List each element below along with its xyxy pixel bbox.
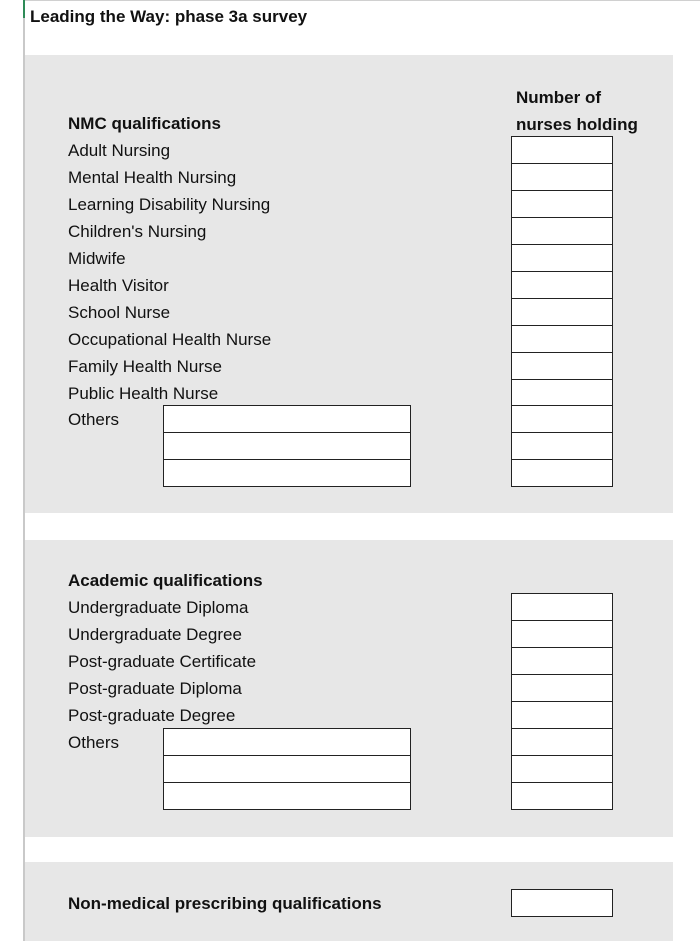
nmc-count-input-mental-health-nursing[interactable] bbox=[511, 163, 613, 191]
academic-count-input-postgraduate-diploma[interactable] bbox=[511, 674, 613, 702]
nmc-item-label: Midwife bbox=[68, 249, 126, 268]
academic-item-label: Post-graduate Degree bbox=[68, 706, 236, 725]
academic-section-heading: Academic qualifications bbox=[68, 571, 263, 590]
nmc-count-input-health-visitor[interactable] bbox=[511, 271, 613, 299]
academic-item-label: Undergraduate Degree bbox=[68, 625, 242, 644]
academic-others-label: Others bbox=[68, 733, 120, 752]
academic-count-input-other-1[interactable] bbox=[511, 728, 613, 756]
prescribing-section-heading: Non-medical prescribing qualifications bbox=[68, 894, 382, 913]
nmc-count-input-childrens-nursing[interactable] bbox=[511, 217, 613, 245]
academic-item-label: Post-graduate Certificate bbox=[68, 652, 257, 671]
academic-count-input-undergraduate-degree[interactable] bbox=[511, 620, 613, 648]
nmc-item-label: Mental Health Nursing bbox=[68, 168, 237, 187]
nmc-item-label: School Nurse bbox=[68, 303, 171, 322]
nmc-other-description-input-2[interactable] bbox=[163, 432, 411, 460]
nmc-item-label: Family Health Nurse bbox=[68, 357, 222, 376]
nmc-count-input-other-2[interactable] bbox=[511, 432, 613, 460]
nmc-count-input-midwife[interactable] bbox=[511, 244, 613, 272]
active-cell-indicator bbox=[23, 0, 25, 18]
nmc-count-input-family-health-nurse[interactable] bbox=[511, 352, 613, 380]
nmc-item-label: Learning Disability Nursing bbox=[68, 195, 271, 214]
academic-count-input-postgraduate-certificate[interactable] bbox=[511, 647, 613, 675]
academic-count-input-other-3[interactable] bbox=[511, 782, 613, 810]
academic-item-label: Undergraduate Diploma bbox=[68, 598, 249, 617]
page-title: Leading the Way: phase 3a survey bbox=[30, 7, 308, 26]
nmc-count-input-other-1[interactable] bbox=[511, 405, 613, 433]
nmc-other-description-input-1[interactable] bbox=[163, 405, 411, 433]
academic-other-description-input-1[interactable] bbox=[163, 728, 411, 756]
column-header-line2: nurses holding bbox=[516, 115, 638, 134]
academic-count-input-undergraduate-diploma[interactable] bbox=[511, 593, 613, 621]
nmc-item-label: Occupational Health Nurse bbox=[68, 330, 272, 349]
nmc-item-label: Children's Nursing bbox=[68, 222, 207, 241]
nmc-count-input-learning-disability-nursing[interactable] bbox=[511, 190, 613, 218]
nmc-count-input-occupational-health-nurse[interactable] bbox=[511, 325, 613, 353]
prescribing-count-input[interactable] bbox=[511, 889, 613, 917]
nmc-section-heading: NMC qualifications bbox=[68, 114, 222, 133]
nmc-count-input-school-nurse[interactable] bbox=[511, 298, 613, 326]
academic-other-description-input-2[interactable] bbox=[163, 755, 411, 783]
column-header-line1: Number of bbox=[516, 88, 601, 107]
nmc-other-description-input-3[interactable] bbox=[163, 459, 411, 487]
nmc-item-label: Adult Nursing bbox=[68, 141, 171, 160]
nmc-count-input-adult-nursing[interactable] bbox=[511, 136, 613, 164]
academic-other-description-input-3[interactable] bbox=[163, 782, 411, 810]
academic-count-input-postgraduate-degree[interactable] bbox=[511, 701, 613, 729]
academic-item-label: Post-graduate Diploma bbox=[68, 679, 242, 698]
nmc-item-label: Public Health Nurse bbox=[68, 384, 219, 403]
nmc-count-input-public-health-nurse[interactable] bbox=[511, 379, 613, 407]
nmc-item-label: Health Visitor bbox=[68, 276, 169, 295]
academic-count-input-other-2[interactable] bbox=[511, 755, 613, 783]
nmc-count-input-other-3[interactable] bbox=[511, 459, 613, 487]
nmc-others-label: Others bbox=[68, 410, 120, 429]
sheet-gridline-top bbox=[25, 0, 700, 1]
